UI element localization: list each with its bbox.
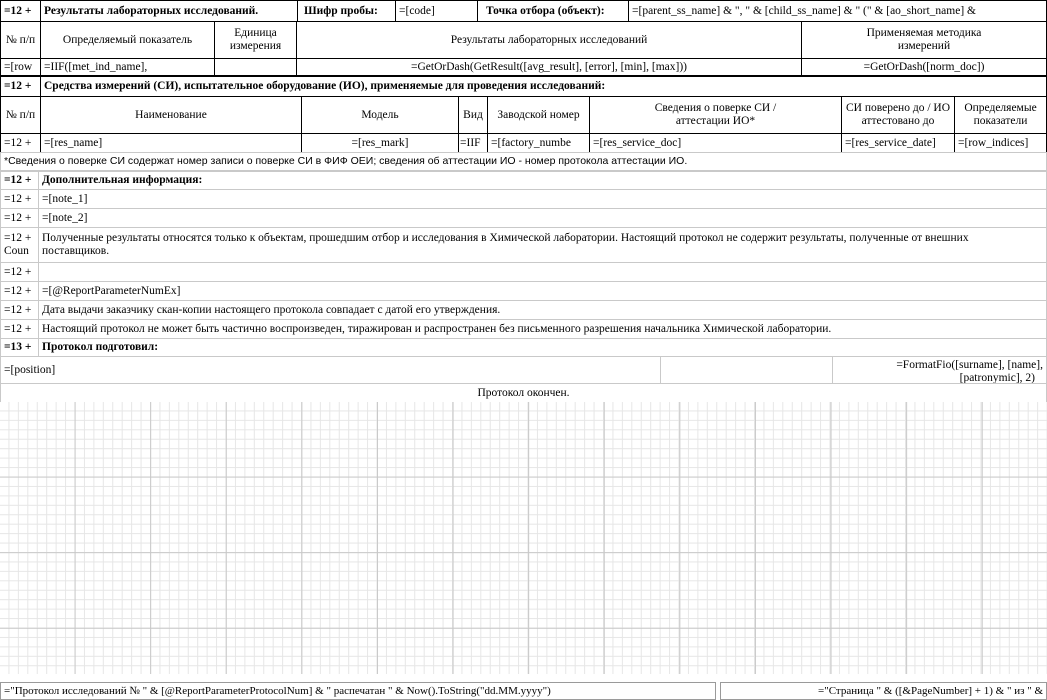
instruments-footnote[interactable]: *Сведения о поверке СИ содержат номер записи о поверке СИ в ФИФ ОЕИ; сведения об аттестации ИО - номер протокола аттестации ИО. [0,152,1047,171]
additional-info-row-number[interactable]: =12 + [0,171,39,190]
sampling-point-field[interactable]: =[parent_ss_name] & ", " & [child_ss_name] & " (" & [ao_short_name] & [628,0,1047,22]
instruments-row-model[interactable]: =[res_mark] [301,133,459,153]
instruments-title[interactable]: Средства измерений (СИ), испытательное оборудование (ИО), применяемые для проведения исследований: [40,76,1047,97]
issue-date-text[interactable]: Дата выдачи заказчику скан-копии настоящего протокола совпадает с датой его утверждения. [38,300,1047,320]
note-1-row-number[interactable]: =12 + [0,189,39,209]
instruments-col-type[interactable]: Вид [458,96,488,134]
footer-print-info[interactable]: ="Протокол исследований № " & [@ReportParameterProtocolNum] & " распечатан " & Now().ToString("dd.MM.yyyy") [0,682,716,700]
results-col-indicator[interactable]: Определяемый показатель [40,21,215,59]
additional-info-title[interactable]: Дополнительная информация: [38,171,1047,190]
fio-line-1: =FormatFio([surname], [name], [896,359,1043,371]
instruments-row-type[interactable]: =IIF [458,133,488,153]
empty-line-row-number[interactable]: =12 + [0,262,39,282]
instruments-row-valid-until[interactable]: =[res_service_date] [841,133,955,153]
instruments-row-number[interactable]: =12 + [0,76,41,97]
instruments-row-number[interactable]: =12 + [0,133,41,153]
header-title[interactable]: Результаты лабораторных исследований. [40,0,298,22]
footer-page-number[interactable]: ="Страница " & ([&PageNumber] + 1) & " из " & [720,682,1047,700]
signature-field[interactable] [660,356,833,384]
sample-code-label[interactable]: Шифр пробы: [297,0,396,22]
protocol-end-text[interactable]: Протокол окончен. [0,383,1047,403]
note-2-field[interactable]: =[note_2] [38,208,1047,228]
instruments-col-valid-until[interactable]: СИ поверено до / ИО аттестовано до [841,96,955,134]
results-row-result[interactable]: =GetOrDash(GetResult([avg_result], [error], [min], [max])) [296,58,802,76]
design-grid[interactable] [0,402,1047,674]
empty-line-field[interactable] [38,262,1047,282]
instruments-col-factory-number[interactable]: Заводской номер [487,96,590,134]
instruments-col-indicators[interactable]: Определяемые показатели [954,96,1047,134]
instruments-col-verification[interactable]: Сведения о поверке СИ / аттестации ИО* [589,96,842,134]
instruments-row-verification[interactable]: =[res_service_doc] [589,133,842,153]
header-row-number[interactable]: =12 + [0,0,41,22]
sample-code-field[interactable]: =[code] [395,0,478,22]
instruments-col-name[interactable]: Наименование [40,96,302,134]
instruments-row-name[interactable]: =[res_name] [40,133,302,153]
instruments-col-number[interactable]: № п/п [0,96,41,134]
prepared-by-row-number[interactable]: =13 + [0,338,39,357]
results-row-unit[interactable] [214,58,297,76]
results-col-unit[interactable]: Единица измерения [214,21,297,59]
instruments-row-indicators[interactable]: =[row_indices] [954,133,1047,153]
scope-statement-text[interactable]: Полученные результаты относятся только к объектам, прошедшим отбор и исследования в Химической лаборатории. Настоящий протокол не содержит результаты, полученные от внешних поставщиков. [38,227,1047,263]
reproduction-row-number[interactable]: =12 + [0,319,39,339]
results-col-number[interactable]: № п/п [0,21,41,59]
issue-date-row-number[interactable]: =12 + [0,300,39,320]
scope-statement-row-number[interactable]: =12 + Coun [0,227,39,263]
results-row-number[interactable]: =[row [0,58,41,76]
position-field[interactable]: =[position] [0,356,661,384]
instruments-col-model[interactable]: Модель [301,96,459,134]
fio-field[interactable] [832,356,1047,384]
note-2-row-number[interactable]: =12 + [0,208,39,228]
results-col-method[interactable]: Применяемая методика измерений [801,21,1047,59]
note-1-field[interactable]: =[note_1] [38,189,1047,209]
report-param-field[interactable]: =[@ReportParameterNumEx] [38,281,1047,301]
prepared-by-title[interactable]: Протокол подготовил: [38,338,1047,357]
sampling-point-label[interactable]: Точка отбора (объект): [477,0,629,22]
instruments-row-factory-number[interactable]: =[factory_numbe [487,133,590,153]
results-row-method[interactable]: =GetOrDash([norm_doc]) [801,58,1047,76]
results-col-results[interactable]: Результаты лабораторных исследований [296,21,802,59]
fio-line-2: [patronymic], 2) [959,372,1035,384]
report-param-row-number[interactable]: =12 + [0,281,39,301]
reproduction-text[interactable]: Настоящий протокол не может быть частично воспроизведен, тиражирован и распространен без письменного разрешения начальника Химической лаборатории. [38,319,1047,339]
results-row-indicator[interactable]: =IIF([met_ind_name], [40,58,215,76]
